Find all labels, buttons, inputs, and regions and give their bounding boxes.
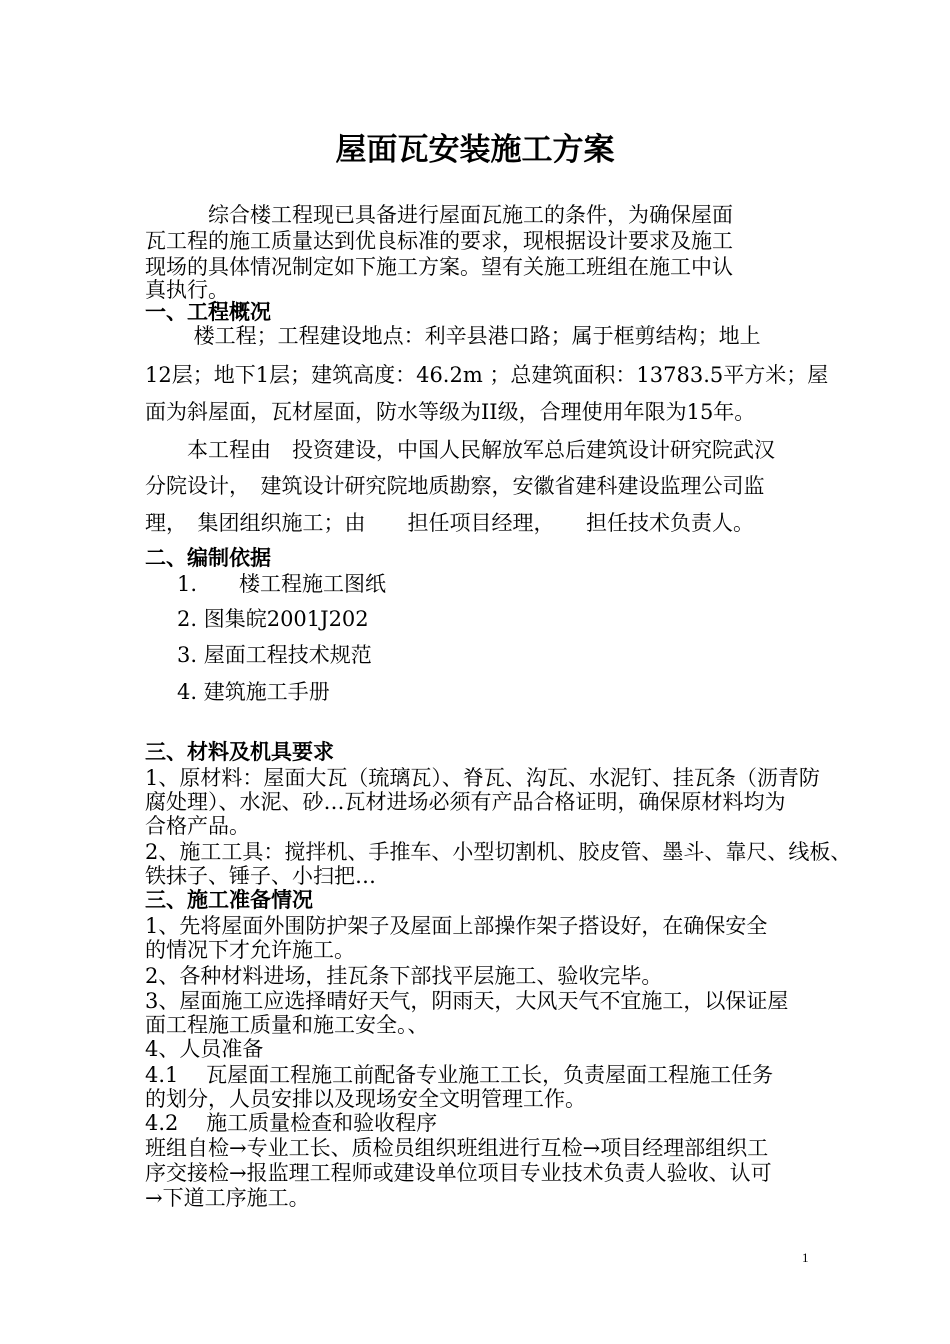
section1-line: 面为斜屋面，瓦材屋面，防水等级为II级，合理使用年限为15年。 — [145, 400, 756, 424]
section-heading: 三、材料及机具要求 — [145, 740, 334, 764]
section1-line: 分院设计， 建筑设计研究院地质勘察，安徽省建科建设监理公司监 — [145, 474, 765, 498]
section1-line: 12层；地下1层；建筑高度：46.2m ；总建筑面积：13783.5平方米；屋 — [145, 363, 829, 387]
section-heading: 二、编制依据 — [145, 546, 271, 570]
document-title: 屋面瓦安装施工方案 — [335, 132, 615, 168]
section4-line: 的划分，人员安排以及现场安全文明管理工作。 — [145, 1087, 586, 1111]
section4-line: 4.1 瓦屋面工程施工前配备专业施工工长，负责屋面工程施工任务 — [145, 1063, 774, 1087]
section3-line: 1、原材料：屋面大瓦（琉璃瓦）、脊瓦、沟瓦、水泥钉、挂瓦条（沥青防 — [145, 766, 820, 790]
section4-line: 面工程施工质量和施工安全。、 — [145, 1013, 429, 1037]
section1-line: 本工程由 投资建设，中国人民解放军总后建筑设计研究院武汉 — [145, 438, 775, 462]
list-item: 4. 建筑施工手册 — [177, 680, 330, 704]
list-item: 1. 楼工程施工图纸 — [177, 572, 387, 596]
section3-line: 铁抹子、锤子、小扫把… — [145, 864, 376, 888]
section4-line: 4.2 施工质量检查和验收程序 — [145, 1111, 438, 1135]
section4-line: →下道工序施工。 — [145, 1186, 310, 1210]
section1-line: 楼工程；工程建设地点：利辛县港口路；属于框剪结构；地上 — [145, 324, 761, 348]
list-item: 2. 图集皖2001J202 — [177, 607, 369, 631]
section4-line: 序交接检→报监理工程师或建设单位项目专业技术负责人验收、认可 — [145, 1161, 772, 1185]
section4-line: 的情况下才允许施工。 — [145, 938, 355, 962]
intro-line: 真执行。 — [145, 278, 229, 302]
section4-line: 2、各种材料进场，挂瓦条下部找平层施工、验收完毕。 — [145, 964, 663, 988]
section3-line: 腐处理）、水泥、砂…瓦材进场必须有产品合格证明，确保原材料均为 — [145, 790, 786, 814]
intro-line: 瓦工程的施工质量达到优良标准的要求，现根据设计要求及施工 — [145, 229, 733, 253]
section4-line: 4、人员准备 — [145, 1037, 264, 1061]
intro-line: 综合楼工程现已具备进行屋面瓦施工的条件，为确保屋面 — [145, 203, 733, 227]
section4-line: 3、屋面施工应选择晴好天气，阴雨天，大风天气不宜施工，以保证屋 — [145, 989, 789, 1013]
section3-line: 合格产品。 — [145, 814, 250, 838]
intro-line: 现场的具体情况制定如下施工方案。望有关施工班组在施工中认 — [145, 255, 733, 279]
page-number: 1 — [802, 1250, 809, 1265]
list-item: 3. 屋面工程技术规范 — [177, 643, 372, 667]
section1-line: 理， 集团组织施工；由 担任项目经理， 担任技术负责人。 — [145, 511, 754, 535]
section4-line: 1、先将屋面外围防护架子及屋面上部操作架子搭设好，在确保安全 — [145, 914, 768, 938]
section-heading: 一、工程概况 — [145, 300, 271, 324]
section3-line: 2、施工工具：搅拌机、手推车、小型切割机、胶皮管、墨斗、靠尺、线板、 — [145, 840, 852, 864]
section-heading: 三、施工准备情况 — [145, 888, 313, 912]
section4-line: 班组自检→专业工长、质检员组织班组进行互检→项目经理部组织工 — [145, 1136, 769, 1160]
